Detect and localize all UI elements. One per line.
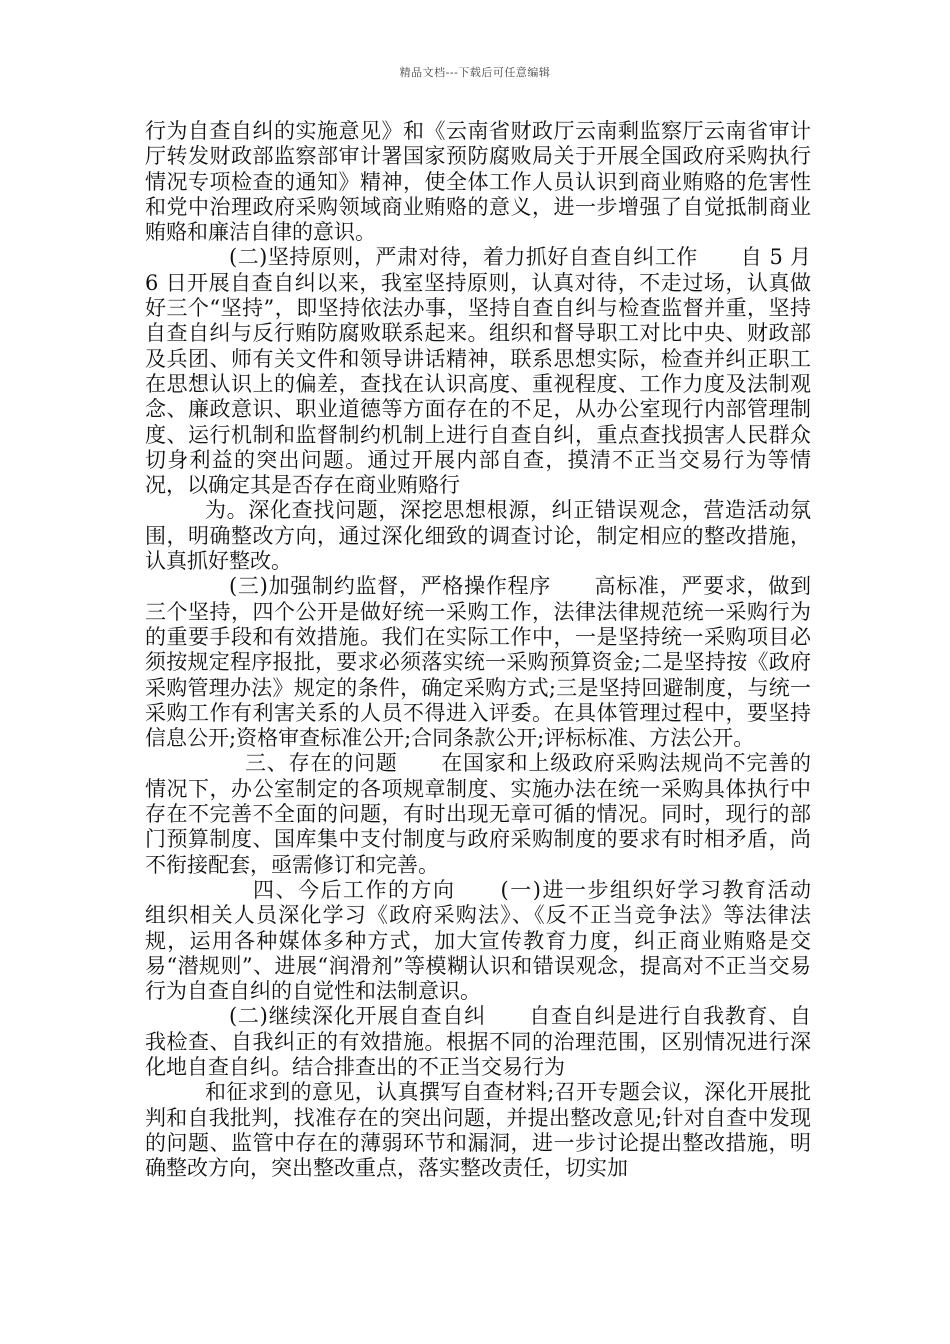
paragraph-6: 四、今后工作的方向 (一)进一步组织好学习教育活动 组织相关人员深化学习《政府采购法》、《反不正当竞争法》等法律法规，运用各种媒体多种方式，加大宣传教育力度，纠正商业贿赂是交易“潜规则”、进展“润滑剂”等模糊认识和错误观念，提高对不正当交易行为自查自纠的自觉性和法制意识。 (145, 877, 832, 1004)
document-body (145, 119, 832, 1181)
paragraph-7: (二)继续深化开展自查自纠 自查自纠是进行自我教育、自我检查、自我纠正的有效措施。根据不同的治理范围，区别情况进行深化地自查自纠。结合排查出的不正当交易行为 (145, 1004, 811, 1079)
paragraph-3: 为。深化查找问题，深挖思想根源，纠正错误观念，营造活动氛围，明确整改方向，通过深化细致的调查讨论，制定相应的整改措施，认真抓好整改。 (145, 498, 811, 574)
paragraph-1: 行为自查自纠的实施意见》和《云南省财政厅云南剩监察厅云南省审计厅转发财政部监察部审计署国家预防腐败局关于开展全国政府采购执行情况专项检查的通知》精神，使全体工作人员认识到商业贿赂的危害性和党中治理政府采购领域商业贿赂的意义，进一步增强了自觉抵制商业贿赂和廉洁自律的意识。 (145, 119, 811, 245)
page-header: 精品文档---下载后可任意编辑 (399, 66, 551, 79)
paragraph-8: 和征求到的意见，认真撰写自查材料;召开专题会议，深化开展批判和自我批判，找准存在的突出问题，并提出整改意见;针对自查中发现的问题、监管中存在的薄弱环节和漏洞，进一步讨论提出整改措施，明确整改方向，突出整改重点，落实整改责任，切实加 (145, 1080, 811, 1181)
paragraph-5: 三、存在的问题 在国家和上级政府采购法规尚不完善的情况下，办公室制定的各项规章制度、实施办法在统一采购具体执行中存在不完善不全面的问题，有时出现无章可循的情况。同时，现行的部门预算制度、国库集中支付制度与政府采购制度的要求有时相矛盾，尚不衔接配套，亟需修订和完善。 (145, 751, 811, 877)
paragraph-4: (三)加强制约监督，严格操作程序 高标准，严要求，做到三个坚持，四个公开是做好统一采购工作，法律法律规范统一采购行为的重要手段和有效措施。我们在实际工作中，一是坚持统一采购项目必须按规定程序报批，要求必须落实统一采购预算资金;二是坚持按《政府采购管理办法》规定的条件，确定采购方式;三是坚持回避制度，与统一采购工作有利害关系的人员不得进入评委。在具体管理过程中，要坚持信息公开;资格审查标准公开;合同条款公开;评标标准、方法公开。 (145, 574, 811, 751)
paragraph-2: (二)坚持原则，严肃对待，着力抓好自查自纠工作 自 5 月 6 日开展自查自纠以来，我室坚持原则，认真对待，不走过场，认真做好三个“坚持”，即坚持依法办事，坚持自查自纠与检查监督并重，坚持自查自纠与反行贿防腐败联系起来。组织和督导职工对比中央、财政部及兵团、师有关文件和领导讲话精神，联系思想实际，检查并纠正职工在思想认识上的偏差，查找在认识高度、重视程度、工作力度及法制观念、廉政意识、职业道德等方面存在的不足，从办公室现行内部管理制度、运行机制和监督制约机制上进行自查自纠，重点查找损害人民群众切身利益的突出问题。通过开展内部自查，摸清不正当交易行为等情况，以确定其是否存在商业贿赂行 (145, 245, 811, 498)
